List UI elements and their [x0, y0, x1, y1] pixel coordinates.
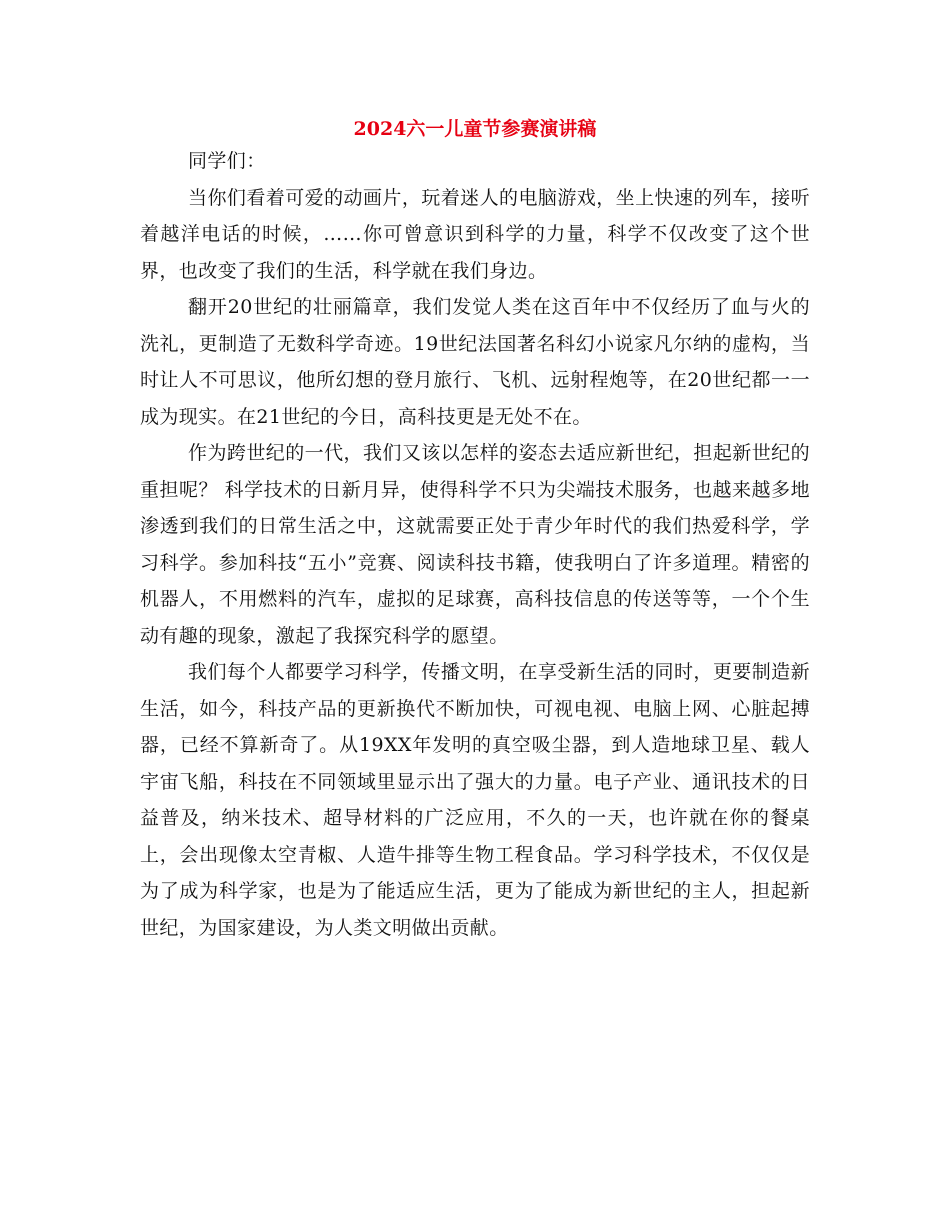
document-body — [140, 143, 810, 946]
body-paragraph-3: 作为跨世纪的一代，我们又该以怎样的姿态去适应新世纪，担起新世纪的重担呢？ 科学技术的日新月异，使得科学不只为尖端技术服务，也越来越多地渗透到我们的日常生活之中，这就需要正处于青少年时代的我们热爱科学，学习科学。参加科技“五小”竞赛、阅读科技书籍，使我明白了许多道理。精密的机器人，不用燃料的汽车，虚拟的足球赛，高科技信息的传送等等，一个个生动有趣的现象，激起了我探究科学的愿望。 — [140, 442, 810, 647]
document-title: 2024六一儿童节参赛演讲稿 — [353, 118, 597, 140]
body-paragraph-1: 当你们看着可爱的动画片，玩着迷人的电脑游戏，坐上快速的列车，接听着越洋电话的时候，……你可曾意识到科学的力量，科学不仅改变了这个世界，也改变了我们的生活，科学就在我们身边。 — [140, 186, 810, 282]
body-paragraph-2: 翻开20世纪的壮丽篇章，我们发觉人类在这百年中不仅经历了血与火的洗礼，更制造了无数科学奇迹。19世纪法国著名科幻小说家凡尔纳的虚构，当时让人不可思议，他所幻想的登月旅行、飞机、远射程炮等，在20世纪都一一成为现实。在21世纪的今日，高科技更是无处不在。 — [140, 296, 810, 428]
salutation-paragraph: 同学们： — [188, 150, 266, 172]
body-paragraph-4: 我们每个人都要学习科学，传播文明，在享受新生活的同时，更要制造新生活，如今，科技产品的更新换代不断加快，可视电视、电脑上网、心脏起搏器，已经不算新奇了。从19XX年发明的真空吸尘器，到人造地球卫星、载人宇宙飞船，科技在不同领域里显示出了强大的力量。电子产业、通讯技术的日益普及，纳米技术、超导材料的广泛应用，不久的一天，也许就在你的餐桌上，会出现像太空青椒、人造牛排等生物工程食品。学习科学技术，不仅仅是为了成为科学家，也是为了能适应生活，更为了能成为新世纪的主人，担起新世纪，为国家建设，为人类文明做出贡献。 — [140, 661, 810, 939]
